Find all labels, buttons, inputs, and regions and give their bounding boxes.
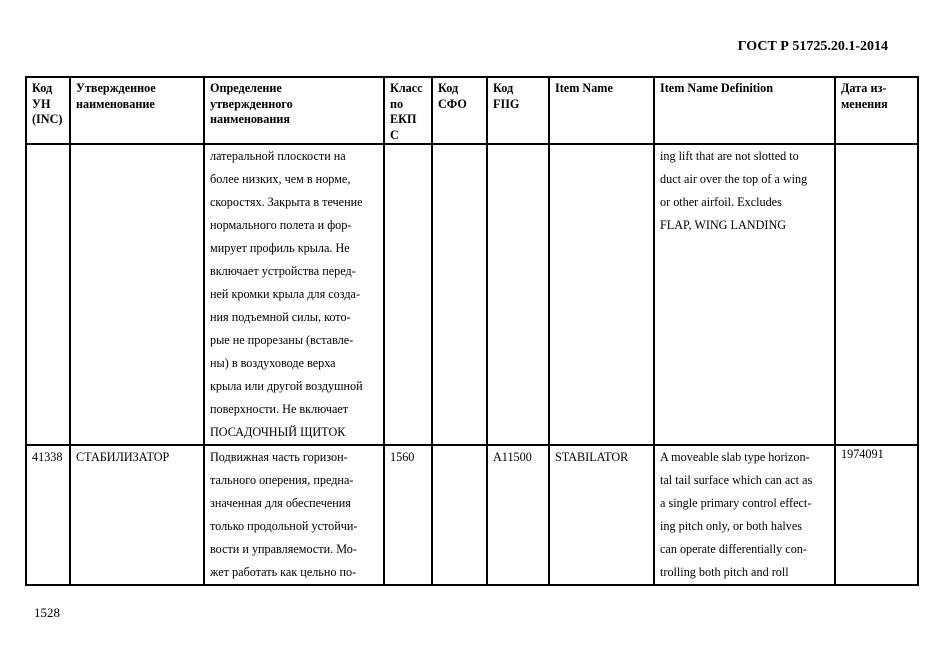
header-inc: Код УН (INC) [26, 77, 70, 144]
cell-sfo [432, 445, 487, 585]
header-class: Класс по ЕКП С [384, 77, 432, 144]
cell-approved-name [70, 144, 204, 445]
page-number: 1528 [34, 605, 60, 620]
cell-date [835, 144, 918, 445]
cell-class [384, 144, 432, 445]
cell-class: 1560 [384, 445, 432, 585]
table-header-row [26, 77, 918, 144]
cell-fiig: A11500 [487, 445, 549, 585]
cell-definition: латеральной плоскости на более низких, чем в норме, скоростях. Закрыта в течение нормального полета и фор- мирует профиль крыла. Не включает устройства перед- ней кромки крыла для созда- ния подъемной силы, кото- рые не прорезаны (вставле- ны) в воздуховоде верха крыла или другой воздушной поверхности. Не включает ПОСАДОЧНЫЙ ЩИТОК [204, 144, 384, 445]
cell-item-name: STABILATOR [549, 445, 654, 585]
header-date: Дата из- менения [835, 77, 918, 144]
cell-date: 1974091 [835, 445, 918, 585]
header-item-name: Item Name [549, 77, 654, 144]
cell-item-name-definition: ing lift that are not slotted to duct air over the top of a wing or other airfoil. Excludes FLAP, WING LANDING [654, 144, 835, 445]
table-row [26, 445, 918, 585]
cell-inc: 41338 [26, 445, 70, 585]
header-fiig: Код FIIG [487, 77, 549, 144]
cell-inc [26, 144, 70, 445]
header-item-name-definition: Item Name Definition [654, 77, 835, 144]
cell-item-name-definition: A moveable slab type horizon- tal tail surface which can act as a single primary control effect- ing pitch only, or both halves can operate differentially con- trolling both pitch and roll [654, 445, 835, 585]
header-approved-name: Утвержденное наименование [70, 77, 204, 144]
nomenclature-table [25, 76, 919, 586]
cell-sfo [432, 144, 487, 445]
header-sfo: Код СФО [432, 77, 487, 144]
document-code: ГОСТ Р 51725.20.1-2014 [737, 39, 888, 54]
cell-definition: Подвижная часть горизон- тального оперения, предна- значенная для обеспечения только продольной устойчи- вости и управляемости. Мо- жет работать как цельно по- [204, 445, 384, 585]
cell-approved-name: СТАБИЛИЗАТОР [70, 445, 204, 585]
cell-fiig [487, 144, 549, 445]
cell-item-name [549, 144, 654, 445]
table-row [26, 144, 918, 445]
header-definition: Определение утвержденного наименования [204, 77, 384, 144]
